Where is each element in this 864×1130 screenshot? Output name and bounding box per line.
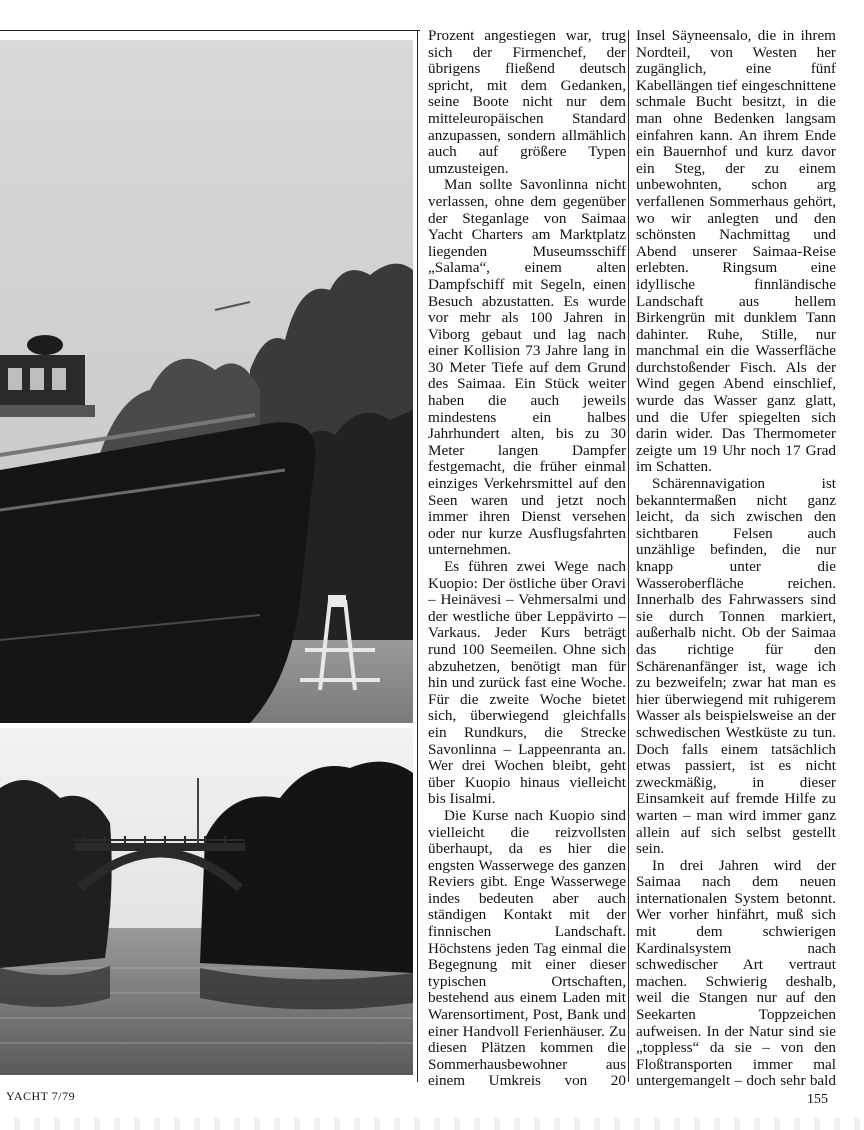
page-number: 155 <box>807 1092 828 1107</box>
column-2-paragraph-2: Schärennavigation ist bekanntermaßen nicht ganz leicht, da sich zwischen den sichtbaren Felsen auch unzählige befinden, die nur knapp unter die Wasseroberfläche reichen. Innerhalb des Fahrwassers sind sie durch Tonnen markiert, außerhalb nicht. Ob der Saimaa das richtige für den Schärenanfänger ist, wage ich zu bezweifeln; zwar hat man es hier überwiegend mit ruhigerem Wasser als beispielsweise an der schwedischen Westküste zu tun. Doch falls einem tatsächlich etwas passiert, ist es nicht zweckmäßig, in dieser Einsamkeit auf fremde Hilfe zu warten – man wird immer ganz allein auf sich selbst gestellt sein. <box>636 475 836 858</box>
column-1-paragraph-4: Die Kurse nach Kuopio sind vielleicht die reizvollsten überhaupt, da es hier die engsten Wasserwege des ganzen Reviers gibt. Enge Wasserwege indes bedeuten aber auch ständigen Kontakt mit der finnischen Landschaft. Höchstens jeden Tag einmal die Begegnung mit einer dieser typischen Ortschaften, bestehend aus einem Laden mit Warensortiment, Post, Bank und einer Handvoll Ferienhäuser. Zu diesen Plätzen kommen die Sommerhausbewohner aus einem Umkreis von 20 <box>428 806 626 1088</box>
ship-photo-image <box>0 40 413 723</box>
ship-bow-photo <box>0 40 413 723</box>
bridge-photo-image <box>0 728 413 1075</box>
column-2-paragraph-3: In drei Jahren wird der Saimaa nach dem neuen internationalen System betonnt. Wer vorher hinfährt, muß sich mit dem schwierigen Kardinalsystem nach schwedischer Art vertraut machen. Schwierig deshalb, weil die Stangen nur auf den Seekarten Toppzeichen aufweisen. In der Natur sind sie „toppless“ da sie – von den Floßtransporten immer mal untergemangelt – doch sehr bald <box>636 856 836 1088</box>
text-column-1 <box>428 28 626 1088</box>
page-edge <box>0 1118 864 1130</box>
column-1-paragraph-3: Es führen zwei Wege nach Kuopio: Der östliche über Oravi – Heinävesi – Vehmersalmi und der westliche über Leppävirto – Varkaus. Jeder Kurs beträgt rund 100 Seemeilen. Ohne sich abzuhetzen, benötigt man für hin und zurück fast eine Woche. Für die zweite Woche bietet sich, überwiegend gleichfalls ein Rundkurs, die Strecke Savonlinna – Lappeenranta an. Wer drei Wochen bleibt, geht über Kuopio hinaus vielleicht bis Iisalmi. <box>428 558 626 808</box>
column-1-paragraph-2: Man sollte Savonlinna nicht verlassen, ohne dem gegenüber der Steganlage von Saimaa Yacht Charters am Marktplatz liegenden Museumsschiff „Salama“, einem alten Dampfschiff mit Segeln, einen Besuch abzustatten. Es wurde vor mehr als 100 Jahren in Viborg gebaut und lag nach einer Kollision 73 Jahre lang in 30 Meter Tiefe auf dem Grund des Saimaa. Ein Stück weiter haben die auch jeweils mindestens ein halbes Jahrhundert alten, bis zu 30 Meter langen Dampfer festgemacht, die früher einmal einziges Verkehrsmittel auf den Seen waren und jetzt noch immer ihren Dienst versehen oder nur kurze Ausflugsfahrten unternehmen. <box>428 176 626 559</box>
photo-column-rule <box>417 30 418 1082</box>
column-1-paragraph-1: Prozent angestiegen war, trug sich der Firmenchef, der übrigens fließend deutsch spricht, mit dem Gedanken, seine Boote nicht nur dem mitteleuropäischen Standard anzupassen, sondern allmählich auch auf größere Typen umzusteigen. <box>428 28 626 177</box>
column-2-paragraph-1: Insel Säyneensalo, die in ihrem Nordteil, von Westen her zugänglich, eine fünf Kabellängen tief eingeschnittene schmale Bucht besitzt, in die man ohne Bedenken langsam einfahren kann. An ihrem Ende ein Bauernhof und kurz davor ein Steg, der zu einem unbewohnten, schon arg verfallenen Sommerhaus gehört, wo wir anlegten und den schönsten Nachmittag und Abend unserer Saimaa-Reise erlebten. Ringsum eine idyllische finnländische Landschaft aus hellem Birkengrün mit dunklem Tann dahinter. Ruhe, Stille, nur manchmal ein die Wasserfläche durchstoßender Fisch. Als der Wind gegen Abend einschlief, wurde das Wasser ganz glatt, und die Ufer spiegelten sich darin wider. Das Thermometer zeigte um 19 Uhr noch 17 Grad im Schatten. <box>636 28 836 476</box>
magazine-issue: YACHT 7/79 <box>6 1089 76 1103</box>
column-rule <box>628 30 629 1082</box>
bridge-river-photo <box>0 728 413 1075</box>
text-column-2 <box>636 28 836 1088</box>
